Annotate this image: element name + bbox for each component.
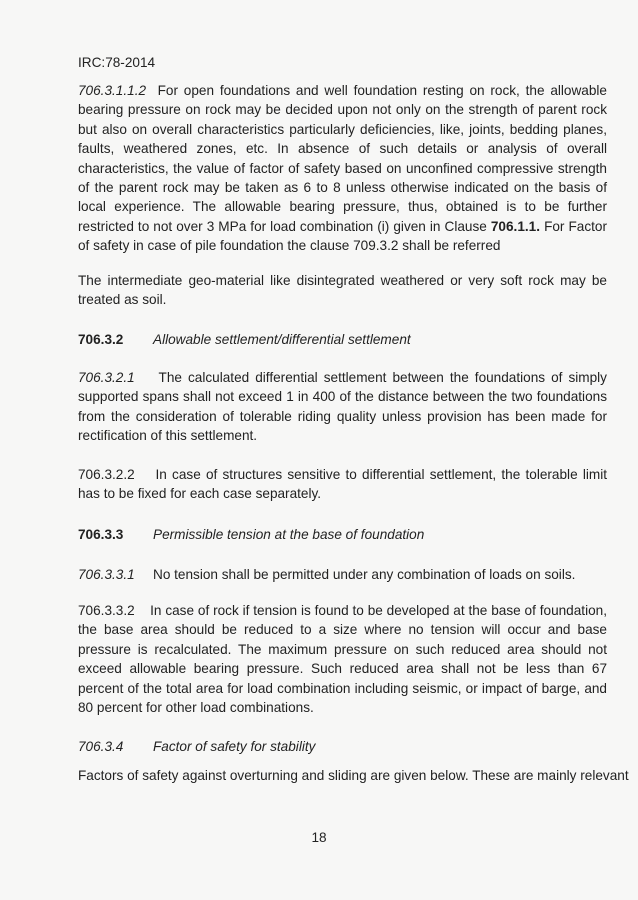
- paragraph-text: The calculated differential settlement between the foundations of simply supported spans shall not exceed 1 in 400 of the distance between the two foundations from the consideration of tolerable riding quality unless provision has been made for rectification of this settlement.: [78, 370, 607, 444]
- clause-number: 706.3.3.2: [78, 603, 135, 618]
- paragraph-factors-of-safety: Factors of safety against overturning and sliding are given below. These are mainly relevant: [78, 768, 629, 783]
- section-heading-706-3-3: [78, 525, 424, 544]
- paragraph-intermediate-geo-material: The intermediate geo-material like disintegrated weathered or very soft rock may be treated as soil.: [78, 273, 607, 308]
- paragraph-706-3-1-1-2: [78, 81, 607, 256]
- document-code-header: IRC:78-2014: [78, 55, 156, 70]
- page-number: 18: [311, 830, 327, 845]
- paragraph-706-3-3-1: [78, 565, 575, 584]
- paragraph-text: In case of rock if tension is found to be developed at the base of foundation, the base area should be reduced to a size where no tension will occur and base pressure is recalculated. The maximum pressure on such reduced area should not exceed allowable bearing pressure. Such reduced area shall not be less than 67 percent of the total area for load combination including seismic, or impact of barge, and 80 percent for other load combinations.: [78, 603, 607, 716]
- clause-number: 706.3.2.2: [78, 467, 135, 482]
- section-number: 706.3.2: [78, 332, 124, 347]
- clause-number: 706.3.1.1.2: [78, 83, 147, 98]
- paragraph-text: For open foundations and well foundation resting on rock, the allowable bearing pressure on rock may be decided upon not only on the strength of parent rock but also on overall characteristics particularly deficiencies, like, joints, bedding planes, faults, weathered zones, etc. In absence of such details or analysis of overall characteristics, the value of factor of safety based on unconfined compressive strength of the parent rock may be taken as 6 to 8 unless otherwise indicated on the basis of local experience. The allowable bearing pressure, thus, obtained is to be further restricted to not over 3 MPa for load combination (i) given in Clause: [78, 83, 607, 234]
- section-number: 706.3.4: [78, 739, 124, 754]
- section-heading-706-3-4: [78, 737, 315, 756]
- paragraph-706-3-3-2: [78, 601, 607, 717]
- section-title: Permissible tension at the base of foundation: [153, 527, 425, 542]
- section-title: Allowable settlement/differential settlement: [153, 332, 411, 347]
- clause-number: 706.3.2.1: [78, 370, 135, 385]
- section-title: Factor of safety for stability: [153, 739, 316, 754]
- paragraph-text: No tension shall be permitted under any combination of loads on soils.: [153, 567, 576, 582]
- paragraph-text: In case of structures sensitive to differential settlement, the tolerable limit has to be fixed for each case separately.: [78, 467, 607, 502]
- paragraph-706-3-2-2: [78, 465, 607, 504]
- section-heading-706-3-2: [78, 330, 411, 349]
- clause-reference: 706.1.1.: [490, 218, 541, 234]
- clause-number: 706.3.3.1: [78, 567, 135, 582]
- paragraph-text-continued: For Factor of safety in case of pile foundation the clause 709.3.2 shall be referred: [78, 218, 608, 254]
- section-number: 706.3.3: [78, 527, 124, 542]
- paragraph-706-3-2-1: [78, 368, 607, 446]
